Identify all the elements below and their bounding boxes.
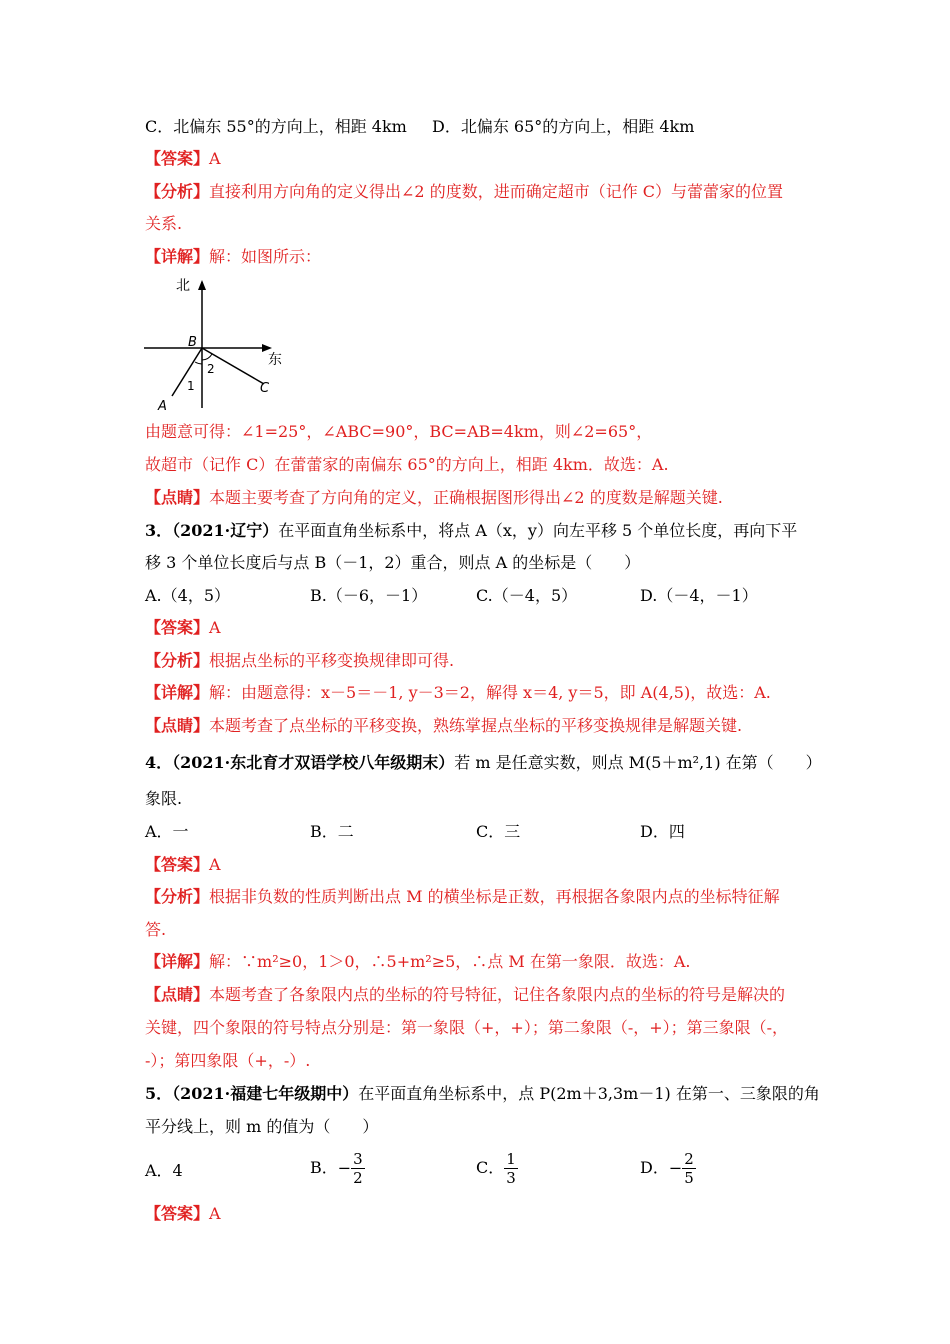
q5-option-c (476, 1150, 518, 1187)
north-arrowhead (198, 280, 206, 290)
q3-stem-line-2: 移 3 个单位长度后与点 B（－1，2）重合，则点 A 的坐标是（ ） (145, 553, 641, 572)
denominator: 5 (684, 1169, 694, 1187)
minus-sign: − (668, 1158, 683, 1178)
detail-tag: 【详解】 (145, 247, 210, 266)
analysis-tag: 【分析】 (145, 887, 210, 906)
minus-sign: − (337, 1158, 352, 1178)
q3-stem-line-1 (145, 520, 825, 542)
q2-analysis-line (145, 181, 825, 203)
q3-stem-text: 在平面直角坐标系中，将点 A（x，y）向左平移 5 个单位长度，再向下平 (278, 521, 798, 540)
q2-derivation-1: 由题意可得：∠1=25°，∠ABC=90°，BC=AB=4km，则∠2=65°， (145, 422, 653, 441)
numerator: 1 (506, 1150, 516, 1168)
q4-answer-line (145, 854, 825, 876)
q2-answer-line (145, 148, 825, 170)
answer-tag: 【答案】 (145, 1204, 210, 1223)
detail-text: 解：如图所示： (209, 247, 322, 266)
q3-point-line (145, 715, 825, 737)
q3-detail-line (145, 682, 825, 704)
q4-source: 4．（2021·东北育才双语学校八年级期末） (145, 753, 455, 772)
q2-analysis-line-2: 关系. (145, 214, 183, 233)
q3-option-a: A.（4，5） (145, 586, 231, 605)
q4-option-b: B．二 (310, 822, 354, 841)
option-label: C． (476, 1158, 505, 1177)
q2-derivation-2: 故超市（记作 C）在蕾蕾家的南偏东 65°的方向上，相距 4km．故选：A. (145, 455, 669, 474)
numerator: 3 (353, 1150, 363, 1168)
point-text: 本题考查了各象限内点的坐标的符号特征，记住各象限内点的坐标的符号是解决的 (209, 985, 786, 1004)
analysis-text: 直接利用方向角的定义得出∠2 的度数，进而确定超市（记作 C）与蕾蕾家的位置 (209, 182, 784, 201)
label-b: B (188, 335, 197, 350)
q5-stem-text: 在平面直角坐标系中，点 P(2m＋3,3m－1) 在第一、三象限的角 (358, 1084, 820, 1103)
q4-option-a: A．一 (145, 822, 189, 841)
q5-answer-line (145, 1203, 825, 1225)
fraction (504, 1150, 518, 1187)
point-text: 本题考查了点坐标的平移变换，熟练掌握点坐标的平移变换规律是解题关键. (209, 716, 743, 735)
q5-stem-line-2: 平分线上，则 m 的值为（ ） (145, 1117, 379, 1136)
detail-tag: 【详解】 (145, 952, 210, 971)
point-text: 本题主要考查了方向角的定义，正确根据图形得出∠2 的度数是解题关键. (209, 488, 723, 507)
direction-figure (140, 272, 300, 414)
q4-point-line-2: 关键，四个象限的符号特点分别是：第一象限（+，+）；第二象限（-，+）；第三象限（-， (145, 1018, 789, 1037)
answer-tag: 【答案】 (145, 149, 210, 168)
analysis-tag: 【分析】 (145, 182, 210, 201)
denominator: 3 (506, 1169, 516, 1187)
answer-tag: 【答案】 (145, 618, 210, 637)
q3-option-b: B.（－6，－1） (310, 586, 428, 605)
option-label: B． (310, 1158, 338, 1177)
point-tag: 【点睛】 (145, 716, 210, 735)
detail-text: 解：∵m²≥0，1＞0，∴5+m²≥5，∴点 M 在第一象限．故选：A. (209, 952, 691, 971)
label-north: 北 (176, 278, 190, 294)
q4-analysis-line (145, 886, 825, 908)
analysis-text: 根据点坐标的平移变换规律即可得. (209, 651, 455, 670)
detail-tag: 【详解】 (145, 683, 210, 702)
answer-value: A (209, 618, 221, 637)
fraction (682, 1150, 696, 1187)
fraction (351, 1150, 365, 1187)
q5-option-b (310, 1150, 365, 1187)
option-label: D． (640, 1158, 669, 1177)
q4-stem-line-1 (145, 752, 825, 774)
numerator: 2 (684, 1150, 694, 1168)
answer-value: A (209, 149, 221, 168)
point-tag: 【点睛】 (145, 488, 210, 507)
east-arrowhead (262, 344, 272, 352)
q4-option-c: C．三 (476, 822, 521, 841)
q4-stem-text: 若 m 是任意实数，则点 M(5＋m²,1) 在第（ ） (454, 753, 822, 772)
q4-analysis-line-2: 答. (145, 920, 167, 939)
q4-option-d: D．四 (640, 822, 685, 841)
q2-option-d: D．北偏东 65°的方向上，相距 4km (432, 117, 695, 136)
q2-option-c: C．北偏东 55°的方向上，相距 4km (145, 117, 407, 136)
analysis-tag: 【分析】 (145, 651, 210, 670)
answer-tag: 【答案】 (145, 855, 210, 874)
answer-value: A (209, 1204, 221, 1223)
q3-option-c: C.（－4，5） (476, 586, 578, 605)
q4-point-line-3: -）；第四象限（+，-）. (145, 1051, 311, 1070)
label-angle-2: 2 (207, 362, 215, 376)
angle-2-arc (202, 354, 212, 360)
analysis-text: 根据非负数的性质判断出点 M 的横坐标是正数，再根据各象限内点的坐标特征解 (209, 887, 780, 906)
q3-answer-line (145, 617, 825, 639)
label-east: 东 (268, 352, 282, 368)
denominator: 2 (353, 1169, 363, 1187)
q4-point-line (145, 984, 825, 1006)
q5-source: 5．（2021·福建七年级期中） (145, 1084, 359, 1103)
q5-option-a: A．4 (145, 1161, 183, 1180)
q3-analysis-line (145, 650, 825, 672)
angle-1-arc (195, 362, 202, 364)
detail-text: 解：由题意得：x－5＝－1, y－3＝2，解得 x＝4, y＝5，即 A(4,5)，故选：A. (209, 683, 771, 702)
q3-option-d: D.（－4，－1） (640, 586, 758, 605)
label-c: C (260, 381, 270, 396)
label-a: A (158, 399, 167, 414)
q5-option-d (640, 1150, 696, 1187)
answer-value: A (209, 855, 221, 874)
q4-detail-line (145, 951, 825, 973)
q5-stem-line-1 (145, 1083, 825, 1105)
label-angle-1: 1 (187, 379, 195, 393)
point-tag: 【点睛】 (145, 985, 210, 1004)
q2-detail-line (145, 246, 825, 268)
q2-point-line (145, 487, 825, 509)
q3-source: 3．（2021·辽宁） (145, 521, 279, 540)
q4-stem-line-2: 象限. (145, 789, 183, 808)
